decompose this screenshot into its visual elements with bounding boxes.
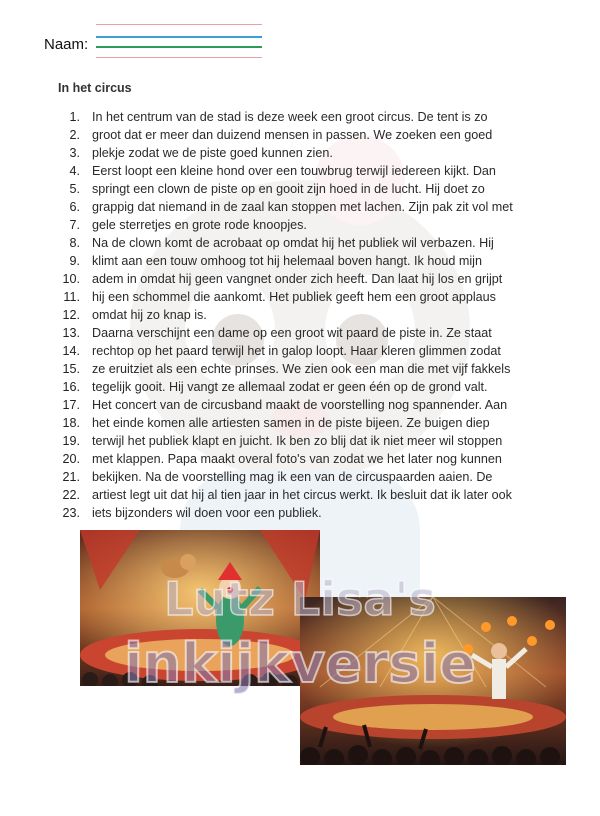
story-line	[50, 306, 580, 324]
line-number: 20.	[62, 452, 80, 466]
line-text: omdat hij zo knap is.	[92, 308, 207, 322]
line-text: met klappen. Papa maakt overal foto's van zodat we het later nog kunnen	[92, 452, 502, 466]
story-line	[50, 360, 580, 378]
story-line	[50, 216, 580, 234]
line-text: klimt aan een touw omhoog tot hij helemaal boven hangt. Ik houd mijn	[92, 254, 482, 268]
writing-line-top	[96, 24, 262, 25]
story-line	[50, 396, 580, 414]
line-text: springt een clown de piste op en gooit zijn hoed in de lucht. Hij doet zo	[92, 182, 485, 196]
story-line	[50, 108, 580, 126]
line-number: 14.	[62, 344, 80, 358]
name-writing-lines[interactable]	[96, 24, 262, 60]
line-number: 3.	[69, 146, 80, 160]
story-line	[50, 468, 580, 486]
story-line	[50, 198, 580, 216]
line-text: groot dat er meer dan duizend mensen in passen. We zoeken een goed	[92, 128, 493, 142]
story-line	[50, 180, 580, 198]
line-number: 5.	[69, 182, 80, 196]
story-line	[50, 432, 580, 450]
writing-line-green	[96, 46, 262, 48]
story-line	[50, 270, 580, 288]
circus-juggler-photo	[300, 597, 566, 765]
line-number: 23.	[62, 506, 80, 520]
line-text: bekijken. Na de voorstelling mag ik een van de circuspaarden aaien. De	[92, 470, 493, 484]
line-number: 17.	[62, 398, 80, 412]
line-number: 9.	[69, 254, 80, 268]
story-line	[50, 252, 580, 270]
story-line	[50, 234, 580, 252]
writing-line-blue	[96, 36, 262, 38]
line-text: Het concert van de circusband maakt de voorstelling nog spannender. Aan	[92, 398, 508, 412]
line-text: ze eruitziet als een echte prinses. We zien ook een man die met vijf fakkels	[92, 362, 511, 376]
line-number: 7.	[69, 218, 80, 232]
line-text: tegelijk gooit. Hij vangt ze allemaal zodat er geen één op de grond valt.	[92, 380, 488, 394]
circus-clown-photo	[80, 530, 320, 686]
line-text: Daarna verschijnt een dame op een groot wit paard de piste in. Ze staat	[92, 326, 492, 340]
line-text: hij een schommel die aankomt. Het publiek geeft hem een groot applaus	[92, 290, 496, 304]
line-text: In het centrum van de stad is deze week een groot circus. De tent is zo	[92, 110, 488, 124]
story-line	[50, 450, 580, 468]
line-number: 15.	[62, 362, 80, 376]
line-number: 4.	[69, 164, 80, 178]
watermark-text-bottom: inkijkversie	[124, 632, 476, 695]
line-number: 21.	[62, 470, 80, 484]
line-number: 2.	[69, 128, 80, 142]
story-line	[50, 414, 580, 432]
line-text: Eerst loopt een kleine hond over een touwbrug terwijl iedereen kijkt. Dan	[92, 164, 496, 178]
story-text	[50, 108, 580, 522]
watermark-text-top: Lutz Lisa's	[164, 572, 436, 626]
line-number: 8.	[69, 236, 80, 250]
story-line	[50, 126, 580, 144]
line-number: 19.	[62, 434, 80, 448]
line-number: 13.	[62, 326, 80, 340]
line-text: rechtop op het paard terwijl het in galop loopt. Haar kleren glimmen zodat	[92, 344, 501, 358]
line-text: het einde komen alle artiesten samen in de piste bijeen. Ze buigen diep	[92, 416, 490, 430]
story-line	[50, 324, 580, 342]
line-number: 12.	[62, 308, 80, 322]
line-text: plekje zodat we de piste goed kunnen zien.	[92, 146, 333, 160]
line-number: 1.	[69, 110, 80, 124]
story-line	[50, 162, 580, 180]
story-line	[50, 342, 580, 360]
line-text: gele sterretjes en grote rode knoopjes.	[92, 218, 307, 232]
story-line	[50, 504, 580, 522]
line-text: grappig dat niemand in de zaal kan stoppen met lachen. Zijn pak zit vol met	[92, 200, 513, 214]
line-number: 22.	[62, 488, 80, 502]
line-number: 16.	[62, 380, 80, 394]
line-number: 18.	[62, 416, 80, 430]
writing-line-bottom	[96, 57, 262, 58]
story-line	[50, 288, 580, 306]
story-line	[50, 144, 580, 162]
line-text: Na de clown komt de acrobaat op omdat hij het publiek wil verbazen. Hij	[92, 236, 494, 250]
line-number: 11.	[63, 290, 80, 304]
name-label: Naam:	[44, 36, 89, 53]
line-text: artiest legt uit dat hij al tien jaar in het circus werkt. Ik besluit dat ik later ook	[92, 488, 512, 502]
name-field-row	[44, 36, 88, 54]
line-number: 10.	[62, 272, 80, 286]
line-text: iets bijzonders wil doen voor een publiek.	[92, 506, 322, 520]
story-title: In het circus	[58, 81, 132, 95]
line-text: adem in omdat hij geen vangnet onder zich heeft. Dan laat hij los en grijpt	[92, 272, 503, 286]
line-text: terwijl het publiek klapt en juicht. Ik ben zo blij dat ik niet meer wil stoppen	[92, 434, 503, 448]
line-number: 6.	[69, 200, 80, 214]
story-line	[50, 486, 580, 504]
story-line	[50, 378, 580, 396]
